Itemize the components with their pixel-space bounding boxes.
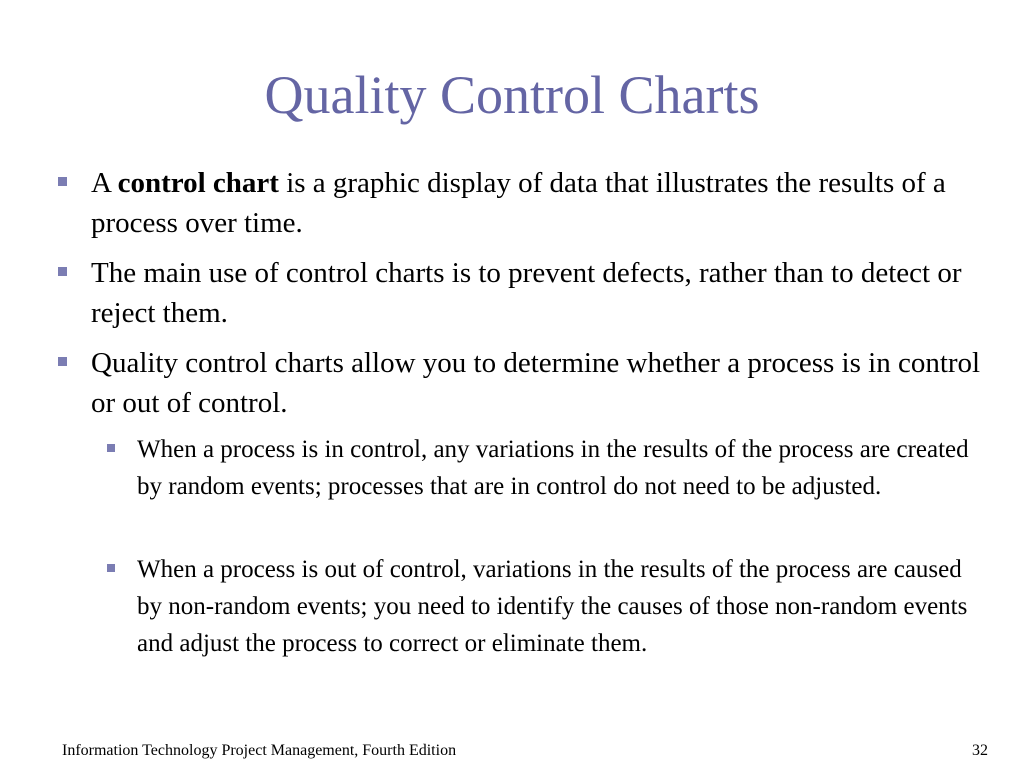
slide-title: Quality Control Charts [264, 65, 760, 125]
sub-bullet-item [137, 431, 987, 505]
bullet-item [91, 163, 981, 243]
bullet-prefix: A [91, 167, 118, 199]
sub-bullet-text: When a process is in control, any variations in the results of the process are created by random events; processes that are in control do not need to be adjusted. [137, 436, 969, 500]
page-number: 32 [972, 742, 988, 759]
square-bullet-icon [58, 267, 67, 276]
bullet-text: The main use of control charts is to prevent defects, rather than to detect or reject them. [91, 257, 962, 329]
square-bullet-icon [58, 357, 67, 366]
bullet-item [91, 343, 981, 423]
bullet-term: control chart [117, 167, 279, 199]
square-bullet-icon [107, 444, 115, 452]
sub-bullet-item [137, 551, 987, 662]
bullet-item [91, 253, 981, 333]
bullet-text: is a graphic display of data that illustrates the results of a process over time. [91, 167, 946, 239]
sub-bullet-text: When a process is out of control, variations in the results of the process are caused by non-random events; you need to identify the causes of those non-random events and adjust the process to correct or eliminate them. [137, 556, 968, 657]
square-bullet-icon [107, 564, 115, 572]
square-bullet-icon [58, 177, 67, 186]
footer-text: Information Technology Project Management, Fourth Edition [62, 742, 457, 759]
bullet-text: Quality control charts allow you to determine whether a process is in control or out of control. [91, 347, 981, 419]
